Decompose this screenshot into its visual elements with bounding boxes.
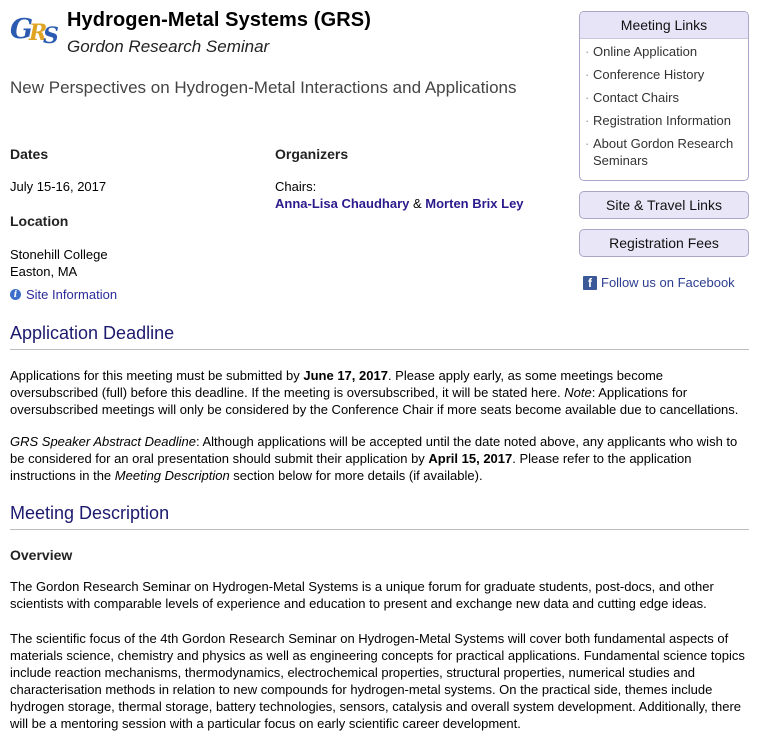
meeting-links-title: Meeting Links (580, 12, 748, 39)
overview-paragraph-1: The Gordon Research Seminar on Hydrogen-Metal Systems is a unique forum for graduate students, post-docs, and other scientists with comparable levels of experience and education to present and exchange new data and cutting edge ideas. (10, 579, 714, 611)
facebook-link-label: Follow us on Facebook (601, 275, 735, 290)
meeting-link-registration-information[interactable]: · Registration Information (585, 113, 732, 128)
overview-paragraph-2: The scientific focus of the 4th Gordon Research Seminar on Hydrogen-Metal Systems will cover both fundamental aspects of materials science, chemistry and physics as well as engineering concepts for practical applications. Fundamental science topics include reaction mechanisms, thermodynamics, electrochemical properties, structural properties, numerical studies and characterisation methods in relation to new compounds for hydrogen-metal systems. On the practical side, themes include hydrogen storage, thermal storage, battery technologies, sensors, catalysis and overall system development. Additionally, there will be a mentoring session with a particular focus on early scientific career development. (10, 631, 745, 731)
chair-link-anna-lisa-chaudhary[interactable]: Anna-Lisa Chaudhary (275, 196, 410, 211)
meeting-link-about-grs[interactable]: · About Gordon Research Seminars (585, 136, 734, 168)
svg-text:R: R (29, 20, 48, 46)
chair-link-morten-brix-ley[interactable]: Morten Brix Ley (425, 196, 524, 211)
location-line2: Easton, MA (10, 264, 78, 279)
meeting-link-contact-chairs[interactable]: · Contact Chairs (585, 90, 679, 105)
meeting-link-conference-history[interactable]: · Conference History (585, 67, 705, 82)
location-line1: Stonehill College (10, 247, 108, 262)
meeting-links-panel (579, 11, 749, 181)
page-title: New Perspectives on Hydrogen-Metal Interactions and Applications (10, 78, 517, 97)
meeting-links-list (580, 39, 748, 169)
chairs-list (275, 195, 524, 212)
info-icon: i (10, 289, 21, 300)
registration-fees-button[interactable]: Registration Fees (579, 229, 749, 257)
dates-value: July 15-16, 2017 (10, 179, 107, 194)
site-travel-links-button[interactable]: Site & Travel Links (579, 191, 749, 219)
bullet-icon: · (585, 136, 590, 151)
bullet-icon: · (585, 44, 590, 59)
facebook-link[interactable] (583, 275, 735, 290)
location-label: Location (10, 213, 69, 229)
site-information-label: Site Information (26, 287, 118, 302)
application-deadline-heading: Application Deadline (10, 323, 749, 350)
site-information-link[interactable] (10, 287, 117, 302)
meeting-description-heading: Meeting Description (10, 503, 749, 530)
application-deadline-date: June 17, 2017 (303, 368, 388, 383)
site-title: Hydrogen-Metal Systems (GRS) (67, 9, 371, 31)
bullet-icon: · (585, 113, 590, 128)
speaker-abstract-paragraph: GRS Speaker Abstract Deadline: Although applications will be accepted until the date noted above, any applicants who wish to be considered for an oral presentation should submit their application by April 15, 2017. Please refer to the application instructions in the Meeting Description section below for more details (if available). (10, 434, 738, 483)
chairs-label: Chairs: (275, 179, 317, 194)
svg-text:S: S (43, 23, 59, 46)
site-subtitle: Gordon Research Seminar (67, 37, 270, 56)
meeting-link-online-application[interactable]: · Online Application (585, 44, 698, 59)
application-deadline-paragraph: Applications for this meeting must be submitted by June 17, 2017. Please apply early, as some meetings become oversubscribed (full) before this deadline. If the meeting is oversubscribed, it will be stated here. Note: Applications for oversubscribed meetings will only be considered by the Conference Chair if more seats become available due to cancellations. (10, 368, 739, 417)
facebook-icon: f (583, 276, 597, 290)
dates-label: Dates (10, 146, 49, 162)
svg-text:G: G (10, 14, 34, 45)
organizers-label: Organizers (275, 146, 349, 162)
bullet-icon: · (585, 67, 590, 82)
bullet-icon: · (585, 90, 590, 105)
abstract-deadline-date: April 15, 2017 (428, 451, 513, 466)
chairs-separator: & (412, 196, 422, 211)
overview-heading: Overview (10, 547, 73, 563)
grs-logo[interactable] (10, 10, 60, 46)
